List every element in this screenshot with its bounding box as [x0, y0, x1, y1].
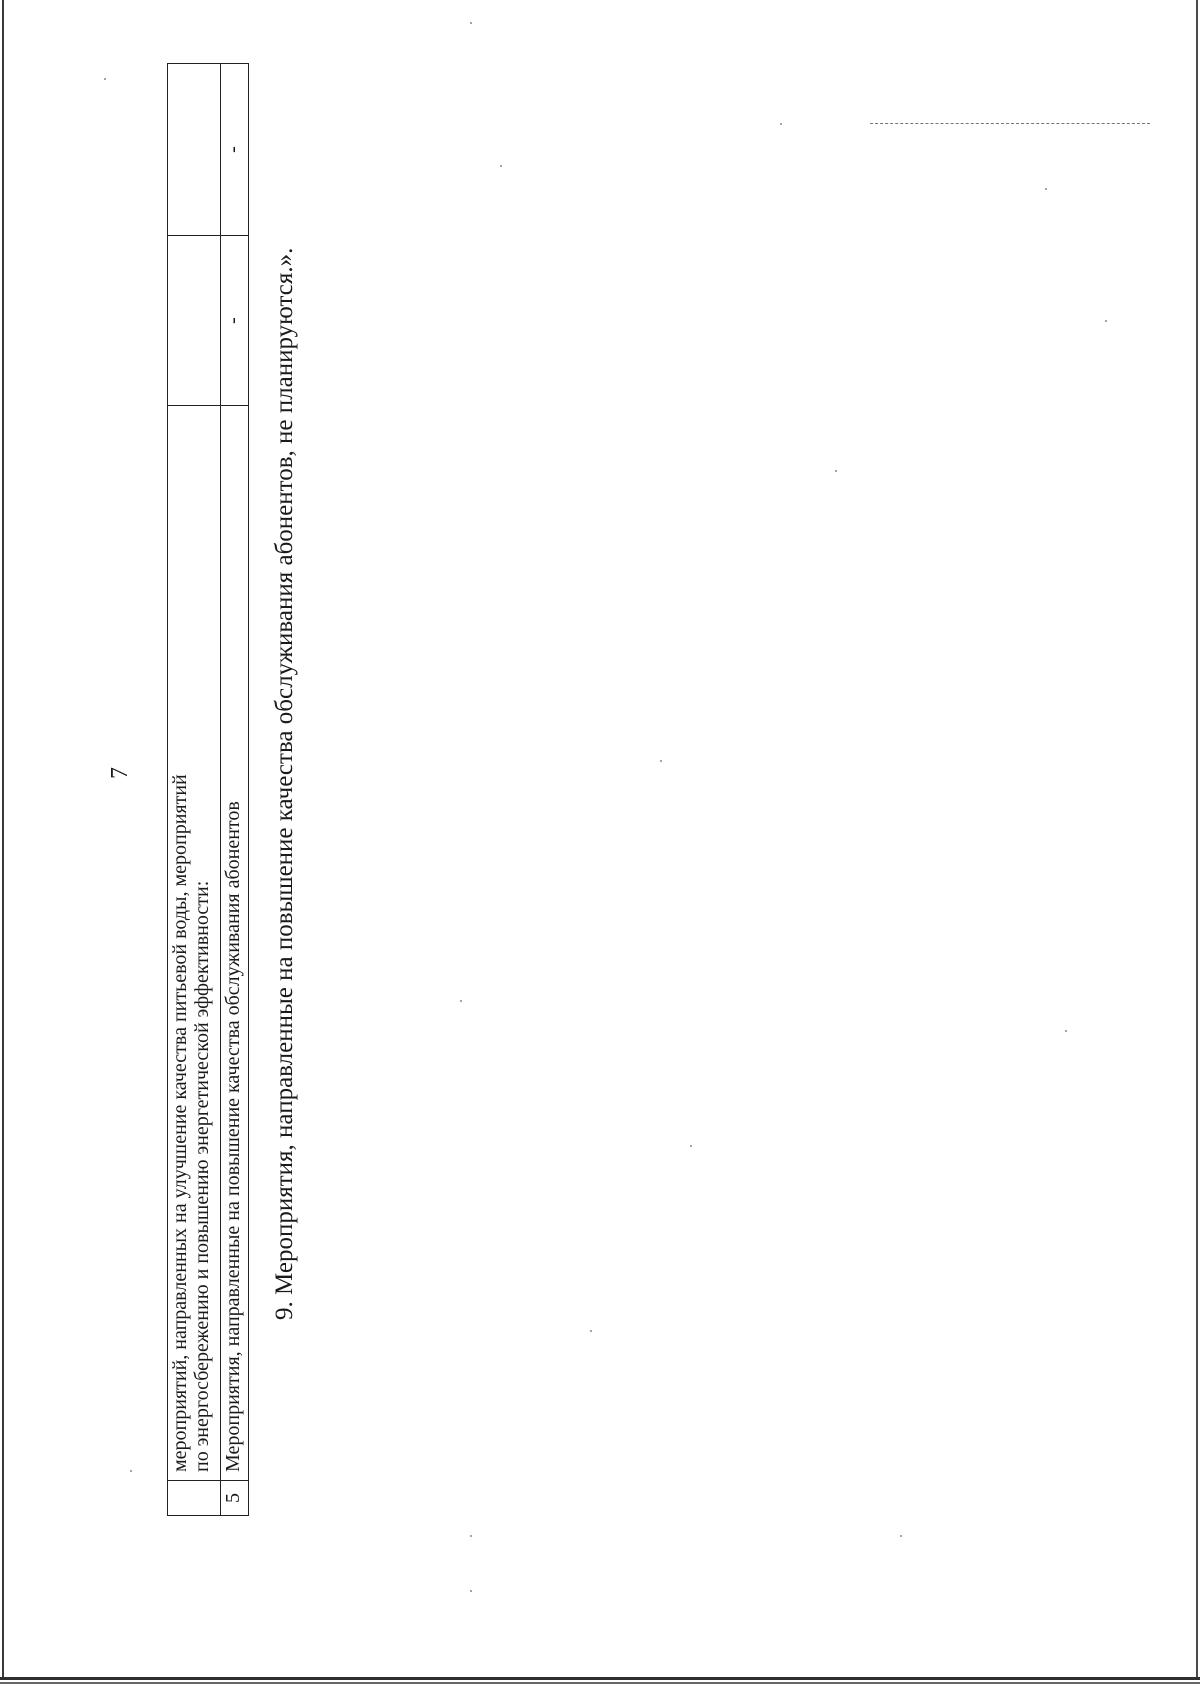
row-value-2-cell: - [221, 64, 249, 236]
description-line: мероприятий, направленных на улучшение качества питьевой воды, мероприятий [169, 774, 191, 1472]
description-line: по энергосбережению и повышению энергетической эффективности: [191, 880, 213, 1472]
row-value-1-cell: - [221, 236, 249, 406]
description-line: Мероприятия, направленные на повышение качества обслуживания абонентов [222, 801, 244, 1472]
row-number-cell [168, 1481, 221, 1516]
measures-table [167, 63, 249, 1516]
section-9-paragraph: 9. Мероприятия, направленные на повышение качества обслуживания абонентов, не планируются.». [271, 247, 298, 1320]
table-row [221, 64, 249, 1516]
table-row [168, 64, 221, 1516]
row-value-2-cell [168, 64, 221, 236]
row-description-cell [221, 406, 249, 1481]
row-value-1-cell [168, 236, 221, 406]
row-description-cell [168, 406, 221, 1481]
page-number: 7 [107, 767, 133, 779]
row-number-cell: 5 [221, 1481, 249, 1516]
